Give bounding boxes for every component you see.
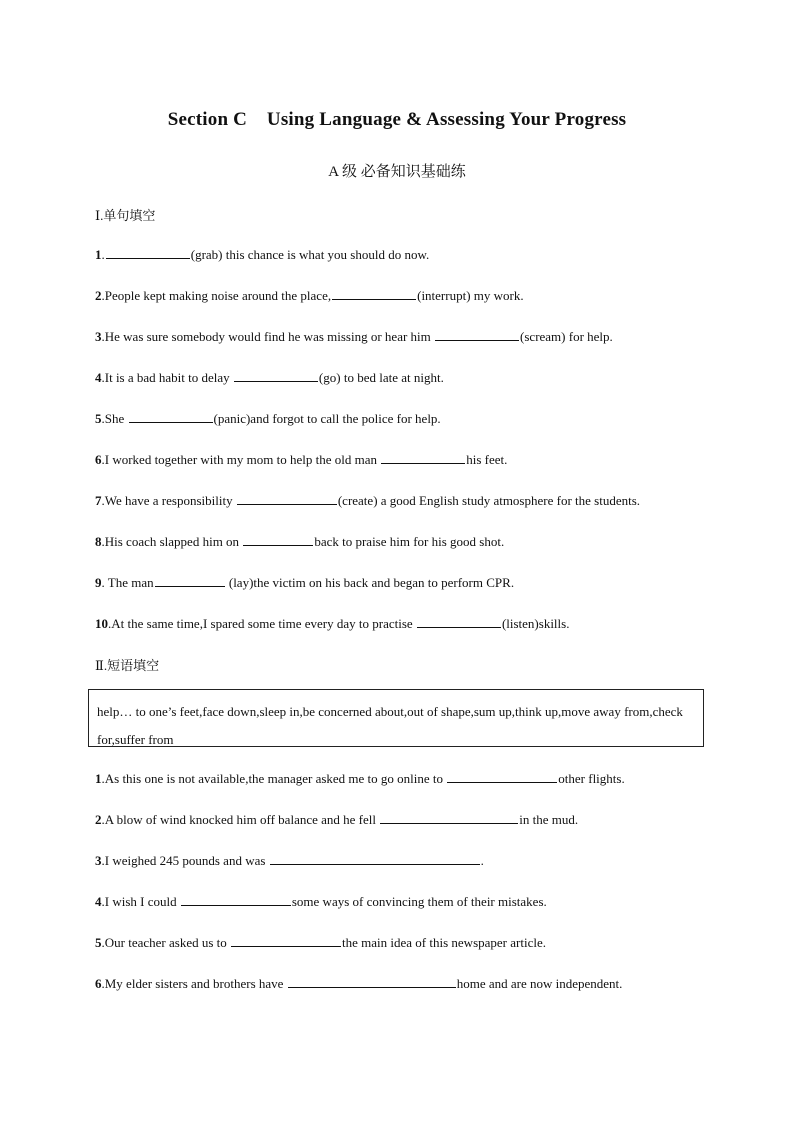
section1-item	[95, 574, 514, 591]
question-number: 2	[95, 812, 102, 827]
question-text-before: .I weighed 245 pounds and was	[101, 853, 269, 868]
question-number: 8	[95, 534, 102, 549]
question-text-after: some ways of convincing them of their mistakes.	[291, 894, 547, 909]
question-text-after: (panic)and forgot to call the police for help.	[213, 411, 441, 426]
question-text-before: .	[101, 247, 105, 262]
question-number: 2	[95, 288, 102, 303]
answer-blank[interactable]	[155, 574, 225, 587]
question-text-after: (go) to bed late at night.	[318, 370, 444, 385]
section1-item	[95, 451, 507, 468]
question-text-before: .It is a bad habit to delay	[101, 370, 233, 385]
question-text-before: .She	[101, 411, 128, 426]
answer-blank[interactable]	[435, 328, 519, 341]
question-number: 6	[95, 976, 102, 991]
page-title: Section C Using Language & Assessing Your Progress	[167, 109, 627, 130]
section1-item	[95, 328, 613, 345]
question-number: 5	[95, 935, 102, 950]
question-text-after: .	[480, 853, 484, 868]
question-text-after: his feet.	[466, 452, 508, 467]
question-text-after: the main idea of this newspaper article.	[342, 935, 546, 950]
question-text-after: (listen)skills.	[501, 616, 570, 631]
section1-item	[95, 615, 569, 632]
question-text-after: back to praise him for his good shot.	[314, 534, 505, 549]
section1-item	[95, 287, 524, 304]
page-subtitle: A 级 必备知识基础练	[328, 164, 466, 180]
answer-blank[interactable]	[447, 770, 557, 783]
question-text-after: (create) a good English study atmosphere for the students.	[337, 493, 641, 508]
question-text-before: .His coach slapped him on	[101, 534, 243, 549]
question-text-after: (grab) this chance is what you should do now.	[190, 247, 430, 262]
question-number: 3	[95, 329, 102, 344]
section2-item	[95, 770, 625, 787]
question-text-after: (lay)the victim on his back and began to perform CPR.	[225, 575, 515, 590]
question-text-before: .Our teacher asked us to	[101, 935, 231, 950]
answer-blank[interactable]	[381, 451, 465, 464]
question-number: 3	[95, 853, 102, 868]
question-text-after: (interrupt) my work.	[417, 288, 524, 303]
question-number: 1	[95, 247, 102, 262]
question-number: 9	[95, 575, 102, 590]
question-text-before: .A blow of wind knocked him off balance and he fell	[101, 812, 380, 827]
question-text-after: other flights.	[558, 771, 625, 786]
section2-item	[95, 811, 578, 828]
answer-blank[interactable]	[243, 533, 313, 546]
question-text-before: .My elder sisters and brothers have	[101, 976, 287, 991]
question-text-after: home and are now independent.	[456, 976, 623, 991]
answer-blank[interactable]	[237, 492, 337, 505]
question-number: 4	[95, 894, 102, 909]
question-number: 10	[95, 616, 108, 631]
question-number: 1	[95, 771, 102, 786]
question-text-before: .At the same time,I spared some time every day to practise	[108, 616, 416, 631]
question-text-after: (scream) for help.	[520, 329, 613, 344]
section2-item	[95, 934, 546, 951]
section-2-heading: Ⅱ.短语填空	[95, 658, 160, 673]
question-number: 6	[95, 452, 102, 467]
answer-blank[interactable]	[332, 287, 416, 300]
section1-item	[95, 492, 640, 509]
question-text-before: .I wish I could	[101, 894, 180, 909]
answer-blank[interactable]	[288, 975, 456, 988]
question-number: 7	[95, 493, 102, 508]
section2-item	[95, 893, 547, 910]
section1-item	[95, 533, 504, 550]
question-text-before: . The man	[101, 575, 154, 590]
section2-item	[95, 852, 484, 869]
section1-item	[95, 246, 429, 263]
question-text-before: .We have a responsibility	[101, 493, 236, 508]
section1-item	[95, 369, 444, 386]
answer-blank[interactable]	[417, 615, 501, 628]
question-number: 5	[95, 411, 102, 426]
answer-blank[interactable]	[231, 934, 341, 947]
question-text-before: .People kept making noise around the place,	[101, 288, 332, 303]
section-1-heading: Ⅰ.单句填空	[95, 208, 156, 223]
answer-blank[interactable]	[181, 893, 291, 906]
section1-item	[95, 410, 441, 427]
phrase-box	[88, 689, 704, 747]
answer-blank[interactable]	[380, 811, 518, 824]
question-text-after: in the mud.	[519, 812, 579, 827]
section2-item	[95, 975, 622, 992]
answer-blank[interactable]	[270, 852, 480, 865]
phrase-box-text: help… to one’s feet,face down,sleep in,be concerned about,out of shape,sum up,think up,move away from,check for,suffer from	[97, 704, 683, 747]
question-text-before: .He was sure somebody would find he was missing or hear him	[101, 329, 435, 344]
question-text-before: .I worked together with my mom to help the old man	[101, 452, 381, 467]
answer-blank[interactable]	[129, 410, 213, 423]
question-text-before: .As this one is not available,the manager asked me to go online to	[101, 771, 447, 786]
question-number: 4	[95, 370, 102, 385]
answer-blank[interactable]	[234, 369, 318, 382]
answer-blank[interactable]	[106, 246, 190, 259]
